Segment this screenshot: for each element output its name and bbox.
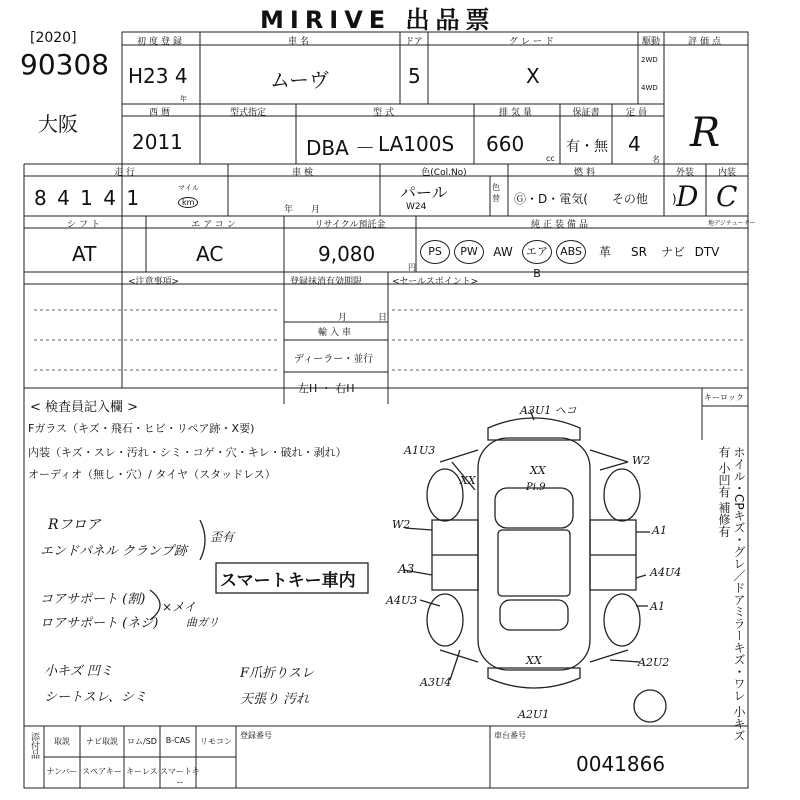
fuel-label: 燃料 (573, 168, 598, 178)
model-value: LA100S (378, 132, 455, 156)
cc-unit: cc (546, 154, 555, 163)
diagram-w2-right: W2 (632, 454, 651, 467)
color-no: W24 (406, 202, 427, 212)
inspection-label: 車検 (291, 168, 316, 178)
shift-label: シフト (66, 220, 103, 230)
equipment-abs: ABS (556, 240, 586, 264)
equipment-aw: AW (493, 245, 513, 259)
equipment-pw: PW (454, 240, 484, 264)
equipment-list (420, 240, 722, 280)
equipment-navi: ナビ (660, 245, 685, 259)
equipment-leather: 革 (598, 245, 611, 259)
equipment-label: 純正装備品 (530, 220, 591, 230)
attach-manual: 取説 (54, 737, 70, 746)
equipment-ps: PS (420, 240, 450, 264)
import-label: 輸入車 (317, 328, 354, 338)
diagram-a1u3: A1U3 (404, 444, 436, 457)
equipment-dtv: DTV (694, 245, 720, 259)
shift-value: AT (72, 242, 97, 266)
year-value: 2011 (132, 130, 183, 154)
diagram-a2u2: A2U2 (638, 656, 670, 669)
model-year-label: 型式指定 (229, 108, 266, 118)
recycle-label: リサイクル預託金 (314, 220, 386, 230)
car-name-label: 車名 (287, 37, 312, 47)
grade-value: X (526, 64, 540, 88)
hw-note-6: シートスレ、シミ (44, 690, 147, 705)
attach-keyless: キーレス (126, 767, 158, 776)
glass-note: Fガラス（キズ・飛石・ヒビ・リペア跡・X要) (28, 422, 255, 435)
inspection-value: 年 月 (284, 205, 321, 215)
hw-note-34b: 曲ガリ (186, 616, 219, 629)
area-name: 大阪 (38, 112, 78, 136)
fuel-value: Ⓖ・D・電気( その他 ) (514, 192, 677, 206)
diagram-xx-top: XX (530, 464, 546, 477)
diagram-xx-bottom: XX (526, 654, 542, 667)
attach-rom: ロム/SD (127, 737, 157, 746)
rating-value: R (690, 110, 721, 156)
diagram-a4u3: A4U3 (386, 594, 418, 607)
displacement-value: 660 (486, 132, 525, 156)
smart-key-note: スマートキー車内 (220, 571, 356, 591)
tuner-label: 地デジチューナー (708, 220, 756, 227)
interior-value: C (716, 180, 738, 213)
rating-label: 評価点 (687, 37, 724, 47)
year-mark: 年 (180, 95, 187, 103)
hw-note-34: ×メイ (162, 600, 196, 614)
attach-navi-manual: ナビ取説 (86, 737, 118, 746)
capacity-value: 4 (628, 132, 641, 156)
color-label: 色(Col.No) (421, 168, 467, 178)
mileage-label: 走行 (113, 168, 138, 178)
inspector-label: < 検査員記入欄 > (30, 400, 139, 415)
interior-note: 内装（キズ・スレ・汚れ・シミ・コゲ・穴・キレ・破れ・剥れ） (28, 446, 347, 459)
western-label: 西暦 (148, 108, 173, 118)
notes-label: <注意事項> (128, 277, 180, 287)
chassis-value: 0041866 (576, 752, 666, 776)
attach-remote: リモコン (200, 737, 232, 746)
hw-note-2: エンドパネル クランプ跡 (40, 544, 187, 559)
reg-month: 月 (338, 313, 348, 323)
hw-note-7: F爪折りスレ (240, 666, 315, 681)
hw-note-5: 小キズ 凹ミ (44, 664, 113, 679)
attach-spare-key: スペアキー (82, 767, 122, 776)
diagram-a3u4: A3U4 (420, 676, 452, 689)
attachments-row1 (44, 736, 236, 747)
diagram-a4u4: A4U4 (650, 566, 682, 579)
color-change: 色替 (492, 183, 500, 203)
diagram-a1-right2: A1 (650, 600, 665, 613)
diagram-xx-left: XX (460, 474, 476, 487)
reg-date-label: 登録抹消有効期限 (290, 277, 363, 287)
form-title: MIRIVE 出品票 (260, 6, 496, 34)
reg-number-label: 登録番号 (240, 731, 272, 740)
warranty-value: 有・無 (566, 139, 608, 155)
capacity-label: 定員 (625, 108, 650, 118)
import-route: ディーラー・並行 (294, 354, 374, 365)
model-prefix: DBA － (306, 136, 376, 160)
recycle-value: 9,080 (318, 242, 376, 266)
side-notes: ホイル・CPキズ・グレ／ドアミラーキズ・ワレ 小キズ有 小凹有 補修有 (717, 446, 746, 742)
mile-unit: マイル (178, 184, 199, 192)
exterior-value: D (676, 180, 699, 213)
attach-smart-key: スマートキー (160, 767, 200, 787)
sales-point-label: <セールスポイント> (392, 277, 479, 287)
diagram-pi: Pi.9 (526, 482, 546, 493)
km-unit: km (178, 197, 198, 208)
drive-label: 駆動 (641, 37, 660, 47)
equipment-airbag: エアB (522, 240, 552, 264)
chassis-label: 車台番号 (494, 731, 526, 740)
hw-note-2b: 歪有 (210, 530, 235, 544)
mileage-value: 8 4 1 4 1 (34, 186, 142, 210)
diagram-a1-right: A1 (652, 524, 667, 537)
diagram-w2-left: W2 (392, 518, 411, 531)
diagram-a2u1: A2U1 (518, 708, 550, 721)
hw-note-8: 天張り 汚れ (240, 692, 310, 707)
attachments-label: 添付品 (29, 732, 39, 759)
aircon-value: AC (196, 242, 224, 266)
key-lock-label: キーロック (704, 393, 744, 402)
door-label: ドア (405, 37, 423, 47)
spare-tire-icon (634, 690, 666, 722)
hw-note-1: Rフロア (48, 517, 101, 533)
lot-number: 90308 (20, 48, 110, 81)
hw-note-4: ロアサポート (ネジ) (40, 616, 159, 631)
attach-plate: ナンバー (46, 767, 78, 776)
drive-2wd: 2WD (641, 56, 658, 64)
lot-year-tag: [2020] (30, 30, 77, 46)
color-value: パール (400, 183, 448, 202)
equipment-sr: SR (631, 245, 647, 259)
drive-4wd: 4WD (641, 84, 658, 92)
interior-label: 内装 (717, 168, 736, 178)
aircon-label: エアコン (191, 220, 239, 230)
audio-note: オーディオ（無し・穴）/ タイヤ（スタッドレス） (28, 468, 276, 481)
grade-label: グレード (508, 37, 557, 47)
hw-note-3: コアサポート (割) (40, 592, 146, 607)
car-diagram (404, 410, 650, 688)
warranty-label: 保証書 (572, 108, 600, 118)
attach-bcas: B-CAS (165, 736, 191, 745)
door-value: 5 (408, 64, 421, 88)
diagram-top: A3U1 ヘコ (520, 404, 577, 417)
reg-day: 日 (378, 313, 388, 323)
displacement-label: 排気量 (498, 108, 535, 118)
first-reg-value: H23 4 (128, 64, 188, 88)
attachments-row2 (44, 766, 200, 788)
car-name-value: ムーヴ (270, 68, 329, 92)
yen-unit: 円 (408, 263, 416, 272)
handle-side: 左H ・ 右H (298, 382, 355, 395)
model-label: 型式 (372, 108, 397, 118)
first-reg-label: 初度登録 (136, 37, 185, 47)
diagram-a3: A3 (398, 562, 415, 576)
capacity-unit: 名 (652, 155, 660, 164)
exterior-label: 外装 (675, 168, 694, 178)
